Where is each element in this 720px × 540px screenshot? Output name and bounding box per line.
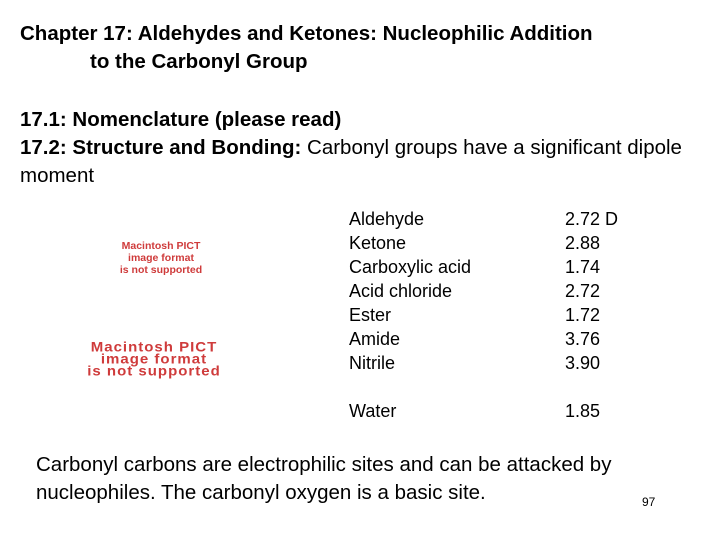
page-number: 97 [642,495,656,509]
summary-text: Carbonyl carbons are electrophilic sites and can be attacked by nucleophiles. The carbonyl oxygen is a basic site. [36,453,612,504]
section-structure-heading: 17.2: Structure and Bonding: [20,136,302,159]
title-line-2: to the Carbonyl Group [90,50,308,73]
title-line-1: Chapter 17: Aldehydes and Ketones: Nucleophilic Addition [20,22,593,45]
pict-placeholder-small: Macintosh PICT image format is not supported [119,240,203,276]
pict-placeholder-large: Macintosh PICT image format is not supported [87,339,221,380]
section-structure [20,134,710,190]
slide-title [20,20,710,76]
section-text [20,106,710,190]
section-nomenclature: 17.1: Nomenclature (please read) [20,108,342,131]
section-structure-text: Carbonyl groups have a significant dipole moment [20,136,682,187]
